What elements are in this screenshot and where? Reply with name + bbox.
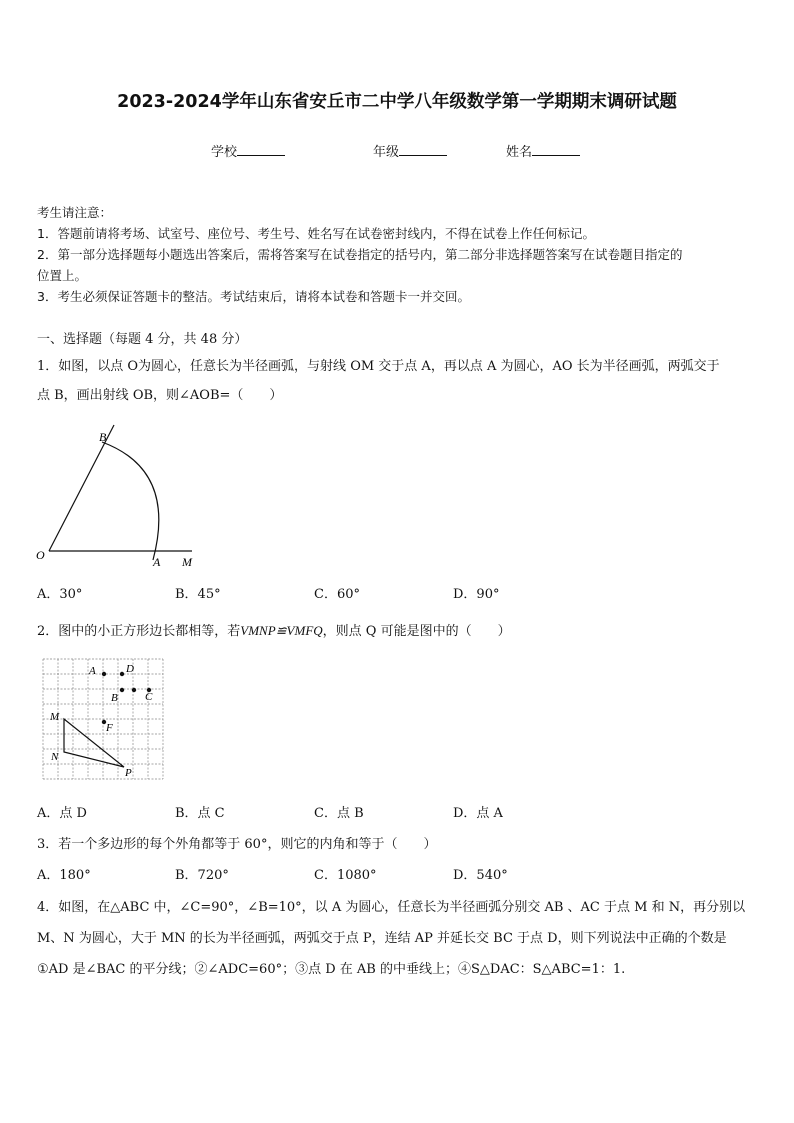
q1-text-line1: 1．如图，以点 O为圆心，任意长为半径画弧，与射线 OM 交于点 A，再以点 A 为圆心，AO 长为半径画弧，两弧交于 <box>37 359 720 374</box>
q3-option-b[interactable]: B．720° <box>175 868 229 883</box>
q2-prefix: 2．图中的小正方形边长都相等，若 <box>37 624 241 639</box>
q1-figure <box>32 420 202 572</box>
name-label: 姓名 <box>506 145 533 160</box>
label-b: B <box>99 430 107 444</box>
label-a: A <box>89 665 96 677</box>
q2-option-c[interactable]: C．点 B <box>314 806 364 821</box>
q4-text-line2: M、N 为圆心，大于 MN 的长为半径画弧，两弧交于点 P，连结 AP 并延长交 BC 于点 D，则下列说法中正确的个数是 <box>37 931 727 946</box>
name-field[interactable] <box>506 141 580 160</box>
dot-d <box>120 672 124 676</box>
q1-option-a[interactable]: A．30° <box>37 587 83 602</box>
label-o: O <box>36 548 45 562</box>
q1-option-d[interactable]: D．90° <box>453 587 500 602</box>
q3-text: 3．若一个多边形的每个外角都等于 60°，则它的内角和等于（ ） <box>37 837 437 852</box>
label-n: N <box>51 751 59 763</box>
q1-option-c[interactable]: C．60° <box>314 587 360 602</box>
label-c: C <box>145 691 153 703</box>
label-m: M <box>182 555 192 569</box>
school-blank[interactable] <box>237 143 285 156</box>
q3-option-a[interactable]: A．180° <box>37 868 91 883</box>
school-label: 学校 <box>211 145 238 160</box>
dot-a <box>102 672 106 676</box>
name-blank[interactable] <box>532 143 580 156</box>
label-d: D <box>126 663 134 675</box>
notice-heading: 考生请注意： <box>37 205 113 220</box>
grade-blank[interactable] <box>399 143 447 156</box>
dot-b <box>120 688 124 692</box>
notice-item-2-cont: 位置上。 <box>37 268 88 283</box>
q1-option-b[interactable]: B．45° <box>175 587 221 602</box>
notice-item-1: 1．答题前请将考场、试室号、座位号、考生号、姓名写在试卷密封线内，不得在试卷上作任何标记。 <box>37 226 595 241</box>
q3-option-d[interactable]: D．540° <box>453 868 508 883</box>
grid-lines <box>43 659 163 779</box>
q2-suffix: ，则点 Q 可能是图中的（ ） <box>322 624 511 639</box>
label-f: F <box>106 722 113 734</box>
dot-c1 <box>132 688 136 692</box>
q2-option-d[interactable]: D．点 A <box>453 806 503 821</box>
label-m: M <box>50 711 60 723</box>
q4-text-line1: 4．如图，在△ABC 中，∠C=90°，∠B=10°，以 A 为圆心，任意长为半径画弧分别交 AB 、AC 于点 M 和 N，再分别以 <box>37 900 746 915</box>
q2-text <box>37 620 511 639</box>
q4-text-line3: ①AD 是∠BAC 的平分线；②∠ADC=60°；③点 D 在 AB 的中垂线上；④S△DAC：S△ABC=1：1. <box>37 962 626 977</box>
label-a: A <box>153 555 161 569</box>
q2-option-b[interactable]: B．点 C <box>175 806 225 821</box>
q2-congruence: VMNP≌VMFQ <box>240 623 323 638</box>
notice-item-3: 3．考生必须保证答题卡的整洁。考试结束后，请将本试卷和答题卡一并交回。 <box>37 289 470 304</box>
grade-field[interactable] <box>373 141 447 160</box>
label-p: P <box>125 767 132 779</box>
notice-item-2: 2．第一部分选择题每小题选出答案后，需将答案写在试卷指定的括号内，第二部分非选择题答案写在试卷题目指定的 <box>37 247 683 262</box>
page-title: 2023-2024学年山东省安丘市二中学八年级数学第一学期期末调研试题 <box>117 92 677 112</box>
arc-ab <box>102 442 159 560</box>
q3-option-c[interactable]: C．1080° <box>314 868 377 883</box>
q1-text-line2: 点 B，画出射线 OB，则∠AOB=（ ） <box>37 388 283 403</box>
label-b: B <box>111 692 118 704</box>
school-field[interactable] <box>211 141 285 160</box>
grade-label: 年级 <box>373 145 400 160</box>
q2-option-a[interactable]: A．点 D <box>37 806 87 821</box>
section-heading: 一、选择题（每题 4 分，共 48 分） <box>37 332 248 347</box>
q2-grid-figure <box>42 658 166 784</box>
